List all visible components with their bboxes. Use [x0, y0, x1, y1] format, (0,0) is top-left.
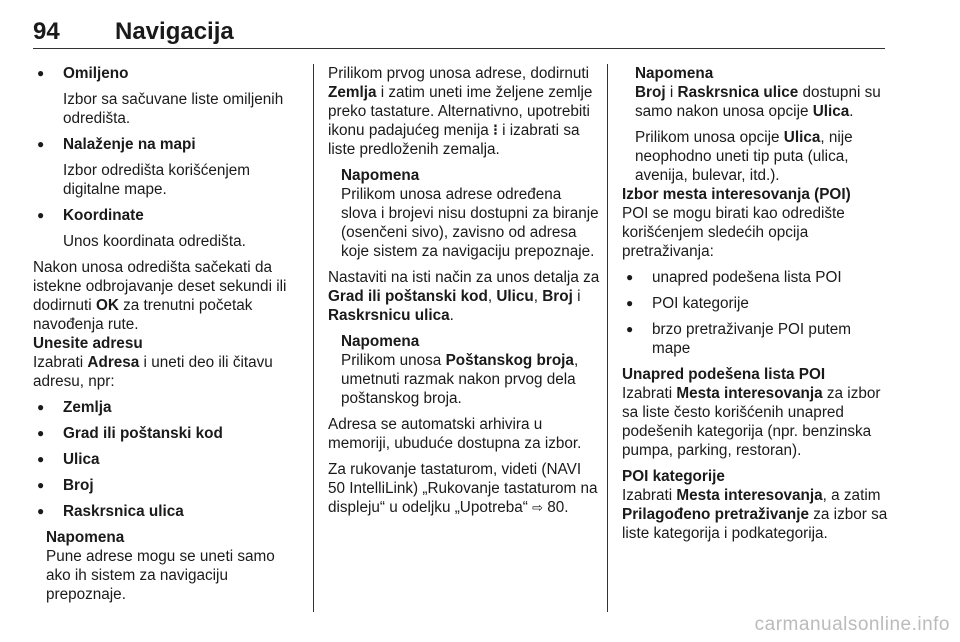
paragraph: Izabrati Mesta interesovanja, a zatim Prilagođeno pretraživanje za izbor sa liste kategorija i podkategorija.: [622, 487, 888, 542]
bullet-icon: ●: [626, 270, 634, 284]
note-title: Napomena: [341, 167, 420, 184]
page-title: Navigacija: [115, 18, 234, 45]
bullet-icon: ●: [626, 322, 634, 336]
list-item-text: Izbor odredišta korišćenjem digitalne mape.: [63, 162, 251, 198]
note-title: Napomena: [46, 529, 125, 546]
dropdown-menu-icon: ⁝: [492, 122, 498, 139]
bullet-icon: ●: [37, 452, 45, 466]
list-item: ● Broj: [33, 476, 301, 495]
list-item-title: Nalaženje na mapi: [63, 136, 196, 153]
paragraph: Prilikom prvog unosa adrese, dodirnuti Zemlja i zatim uneti ime željene zemlje preko tastature. Alternativno, upotrebiti ikonu padajućeg menija ⁝ i izabrati sa liste predloženih zemalja.: [328, 65, 593, 158]
list-item-title: Omiljeno: [63, 65, 129, 82]
paragraph: Izabrati Adresa i uneti deo ili čitavu adresu, npr:: [33, 354, 273, 390]
note-title: Napomena: [341, 333, 420, 350]
bullet-icon: ●: [626, 296, 634, 310]
column-divider: [313, 64, 314, 612]
list-item: [33, 64, 301, 83]
bullet-icon: ●: [37, 504, 45, 518]
list-item: ● Zemlja: [33, 398, 301, 417]
note-text: Prilikom unosa adrese određena slova i brojevi nisu dostupni za biranje (osenčeni sivo), zavisno od adresa koje sistem za navigaciju prepoznaje.: [341, 186, 599, 260]
note: [328, 166, 600, 261]
note: [33, 528, 301, 604]
bullet-icon: ●: [37, 137, 45, 151]
column-1: [33, 64, 301, 604]
paragraph: POI se mogu birati kao odredište korišćenjem sledećih opcija pretraživanja:: [622, 205, 845, 260]
list-item-title: Koordinate: [63, 207, 144, 224]
list-item: ● unapred podešena lista POI: [622, 268, 892, 287]
note-text: Prilikom unosa Poštanskog broja, umetnuti razmak nakon prvog dela poštanskog broja.: [341, 352, 579, 407]
list-item: ● Grad ili poštanski kod: [33, 424, 301, 443]
section-heading: Unesite adresu: [33, 335, 143, 352]
note-text: Prilikom unosa opcije Ulica, nije neophodno uneti tip puta (ulica, avenija, bulevar, itd.).: [635, 129, 853, 184]
bullet-icon: ●: [37, 478, 45, 492]
list-item: [33, 206, 301, 225]
list-item: ● brzo pretraživanje POI putem mape: [622, 320, 892, 358]
list-item: ● Raskrsnica ulica: [33, 502, 301, 521]
bullet-icon: ●: [37, 66, 45, 80]
column-divider: [607, 64, 608, 612]
section-heading: Unapred podešena lista POI: [622, 366, 826, 383]
paragraph: Nastaviti na isti način za unos detalja za Grad ili poštanski kod, Ulicu, Broj i Raskrsnicu ulica.: [328, 269, 600, 324]
paragraph: Izabrati Mesta interesovanja za izbor sa liste često korišćenih unapred podešenih kategorija (npr. benzinska pumpa, parking, restoran).: [622, 385, 881, 459]
section-heading: Izbor mesta interesovanja (POI): [622, 186, 851, 203]
watermark: carmanualsonline.info: [754, 614, 950, 635]
paragraph: Nakon unosa odredišta sačekati da istekne odbrojavanje deset sekundi ili dodirnuti OK za trenutni početak navođenja rute.: [33, 259, 287, 333]
bullet-icon: ●: [37, 208, 45, 222]
paragraph: Za rukovanje tastaturom, videti (NAVI 50 IntelliLink) „Rukovanje tastaturom na displeju“ u odeljku „Upotreba“ ⇨ 80.: [328, 461, 598, 516]
note: [328, 332, 600, 408]
bullet-icon: ●: [37, 400, 45, 414]
note: [622, 64, 892, 185]
bullet-icon: ●: [37, 426, 45, 440]
page-reference-arrow-icon: ⇨: [532, 500, 543, 515]
list-item: [33, 135, 301, 154]
section-heading: POI kategorije: [622, 468, 725, 485]
list-item-text: Unos koordinata odredišta.: [63, 233, 246, 250]
page-number: 94: [33, 18, 60, 45]
list-item: ● POI kategorije: [622, 294, 892, 313]
column-3: [622, 64, 892, 543]
page-header: [33, 18, 885, 49]
note-title: Napomena: [635, 65, 714, 82]
note-text: Pune adrese mogu se uneti samo ako ih sistem za navigaciju prepoznaje.: [46, 548, 275, 603]
paragraph: Adresa se automatski arhivira u memoriji, ubuduće dostupna za izbor.: [328, 416, 582, 452]
note-text: Broj i Raskrsnica ulice dostupni su samo nakon unosa opcije Ulica.: [635, 84, 881, 120]
list-item: ● Ulica: [33, 450, 301, 469]
list-item-text: Izbor sa sačuvane liste omiljenih odredišta.: [63, 91, 284, 127]
column-2: [328, 64, 600, 517]
